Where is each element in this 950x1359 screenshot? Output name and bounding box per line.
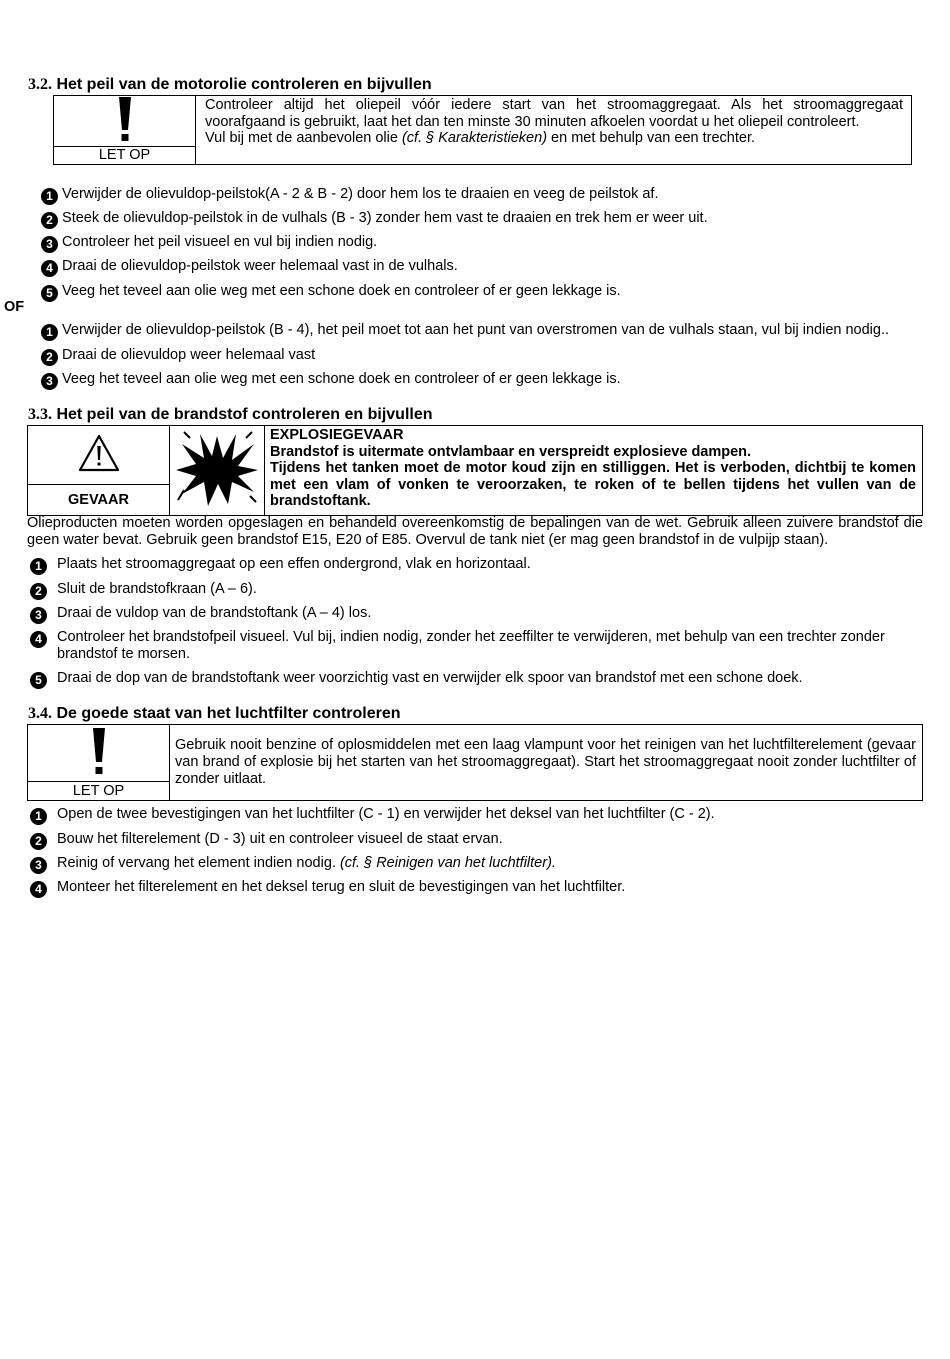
list-item: 1 Open de twee bevestigingen van het luchtfilter (C - 1) en verwijder het deksel van het luchtfilter (C - 2). — [30, 805, 715, 825]
step-number-icon: 1 — [41, 324, 58, 341]
section-title: De goede staat van het luchtfilter controleren — [56, 705, 401, 722]
step-number-icon: 2 — [41, 212, 58, 229]
section-title: Het peil van de brandstof controleren en bijvullen — [56, 406, 433, 423]
danger-title: EXPLOSIEGEVAAR — [270, 427, 404, 443]
fuel-paragraph: Olieproducten moeten worden opgeslagen en behandeld overeenkomstig de bepalingen van de wet. Gebruik alleen zuivere brandstof die geen water bevat. Gebruik geen brandstof E15, E20 of E85. Overvul de tank niet (er mag geen brandstof in de vulpijp staan). — [27, 515, 923, 548]
step-number-icon: 4 — [30, 881, 47, 898]
explosion-icon-cell — [170, 426, 265, 516]
caution-box-oil — [53, 95, 912, 165]
list-item: 2 Bouw het filterelement (D - 3) uit en controleer visueel de staat ervan. — [30, 830, 503, 850]
section-3-2-heading — [28, 76, 432, 94]
caution-box-air-filter — [27, 724, 923, 801]
step-number-icon: 3 — [41, 373, 58, 390]
step-number-icon: 1 — [30, 558, 47, 575]
list-item: 5 Draai de dop van de brandstoftank weer voorzichtig vast en verwijder elk spoor van brandstof met een schone doek. — [30, 669, 803, 689]
exclamation-icon — [118, 96, 132, 142]
step-number-icon: 3 — [41, 236, 58, 253]
danger-text-cell — [265, 426, 923, 516]
step-number-icon: 5 — [30, 672, 47, 689]
list-item: 4 Monteer het filterelement en het deksel terug en sluit de bevestigingen van het luchtfilter. — [30, 878, 625, 898]
list-item: 2 Sluit de brandstofkraan (A – 6). — [30, 580, 257, 600]
warning-triangle-icon — [78, 434, 120, 472]
danger-line-1: Brandstof is uitermate ontvlambaar en verspreidt explosieve dampen. — [270, 443, 752, 460]
danger-line-2: Tijdens het tanken moet de motor koud zijn en stilliggen. Het is verboden, dichtbij te komen met een vlam of vonken te veroorzaken, te roken of te bellen tijdens het vullen van de brandstoftank. — [270, 460, 916, 509]
step-number-icon: 2 — [30, 833, 47, 850]
cross-reference: (cf. § Reinigen van het luchtfilter). — [339, 855, 556, 871]
section-3-4-heading — [28, 705, 401, 723]
danger-box-fuel — [27, 425, 923, 516]
list-item-text: Controleer het brandstofpeil visueel. Vul bij, indien nodig, zonder het zeeffilter te verwijderen, met behulp van een trechter zonder brandstof te morsen. — [57, 629, 885, 662]
list-item: 2 Draai de olievuldop weer helemaal vast — [41, 346, 315, 366]
list-item: 1 Verwijder de olievuldop-peilstok (B - 4), het peil moet tot aan het punt van overstromen van de vulhals staan, vul bij indien nodig.. — [41, 321, 889, 341]
step-number-icon: 5 — [41, 285, 58, 302]
caution-label: LET OP — [54, 147, 196, 165]
caution-icon-cell — [28, 725, 170, 782]
caution-text-cell — [196, 96, 912, 165]
caution-text: Gebruik nooit benzine of oplosmiddelen met een laag vlampunt voor het reinigen van het luchtfilterelement (gevaar van brand of explosie bij het starten van het stroomaggregaat). Start het stroomaggregaat nooit zonder luchtfilter of zonder uitlaat. — [170, 725, 923, 801]
step-number-icon: 3 — [30, 857, 47, 874]
list-item: 1 Verwijder de olievuldop-peilstok(A - 2 & B - 2) door hem los te draaien en veeg de peilstok af. — [41, 185, 658, 205]
step-number-icon: 1 — [41, 188, 58, 205]
step-number-icon: 1 — [30, 808, 47, 825]
section-title: Het peil van de motorolie controleren en bijvullen — [56, 76, 432, 93]
list-item: 3 Draai de vuldop van de brandstoftank (A – 4) los. — [30, 604, 371, 624]
caution-text-2: Vul bij met de aanbevolen olie (cf. § Karakteristieken) en met behulp van een trechter. — [205, 130, 756, 146]
step-number-icon: 4 — [30, 631, 47, 648]
step-number-icon: 4 — [41, 260, 58, 277]
list-item: 3 Reinig of vervang het element indien nodig. (cf. § Reinigen van het luchtfilter). — [30, 854, 556, 874]
list-item: 3 Veeg het teveel aan olie weg met een schone doek en controleer of er geen lekkage is. — [41, 370, 621, 390]
caution-label: LET OP — [28, 782, 170, 801]
section-number: 3.2. — [28, 76, 52, 93]
list-item — [30, 628, 47, 648]
section-3-3-heading — [28, 406, 433, 424]
exclamation-icon — [92, 727, 106, 775]
caution-text: Controleer altijd het oliepeil vóór iedere start van het stroomaggregaat. Als het stroomaggregaat voorafgaand is gebruikt, laat het dan ten minste 30 minuten afkoelen voordat u het oliepeil controleert. — [205, 97, 903, 130]
step-number-icon: 3 — [30, 607, 47, 624]
list-item: 1 Plaats het stroomaggregaat op een effen ondergrond, vlak en horizontaal. — [30, 555, 531, 575]
section-number: 3.3. — [28, 406, 52, 423]
list-item: 5 Veeg het teveel aan olie weg met een schone doek en controleer of er geen lekkage is. — [41, 282, 621, 302]
danger-icon-cell — [28, 426, 170, 485]
step-number-icon: 2 — [30, 583, 47, 600]
explosion-icon — [174, 430, 260, 508]
list-item: 3 Controleer het peil visueel en vul bij indien nodig. — [41, 233, 377, 253]
list-item: 4 Draai de olievuldop-peilstok weer helemaal vast in de vulhals. — [41, 257, 458, 277]
caution-icon-cell — [54, 96, 196, 147]
or-label: OF — [4, 299, 25, 315]
step-number-icon: 2 — [41, 349, 58, 366]
list-item: 2 Steek de olievuldop-peilstok in de vulhals (B - 3) zonder hem vast te draaien en trek hem er weer uit. — [41, 209, 708, 229]
section-number: 3.4. — [28, 705, 52, 722]
danger-label: GEVAAR — [28, 485, 170, 516]
